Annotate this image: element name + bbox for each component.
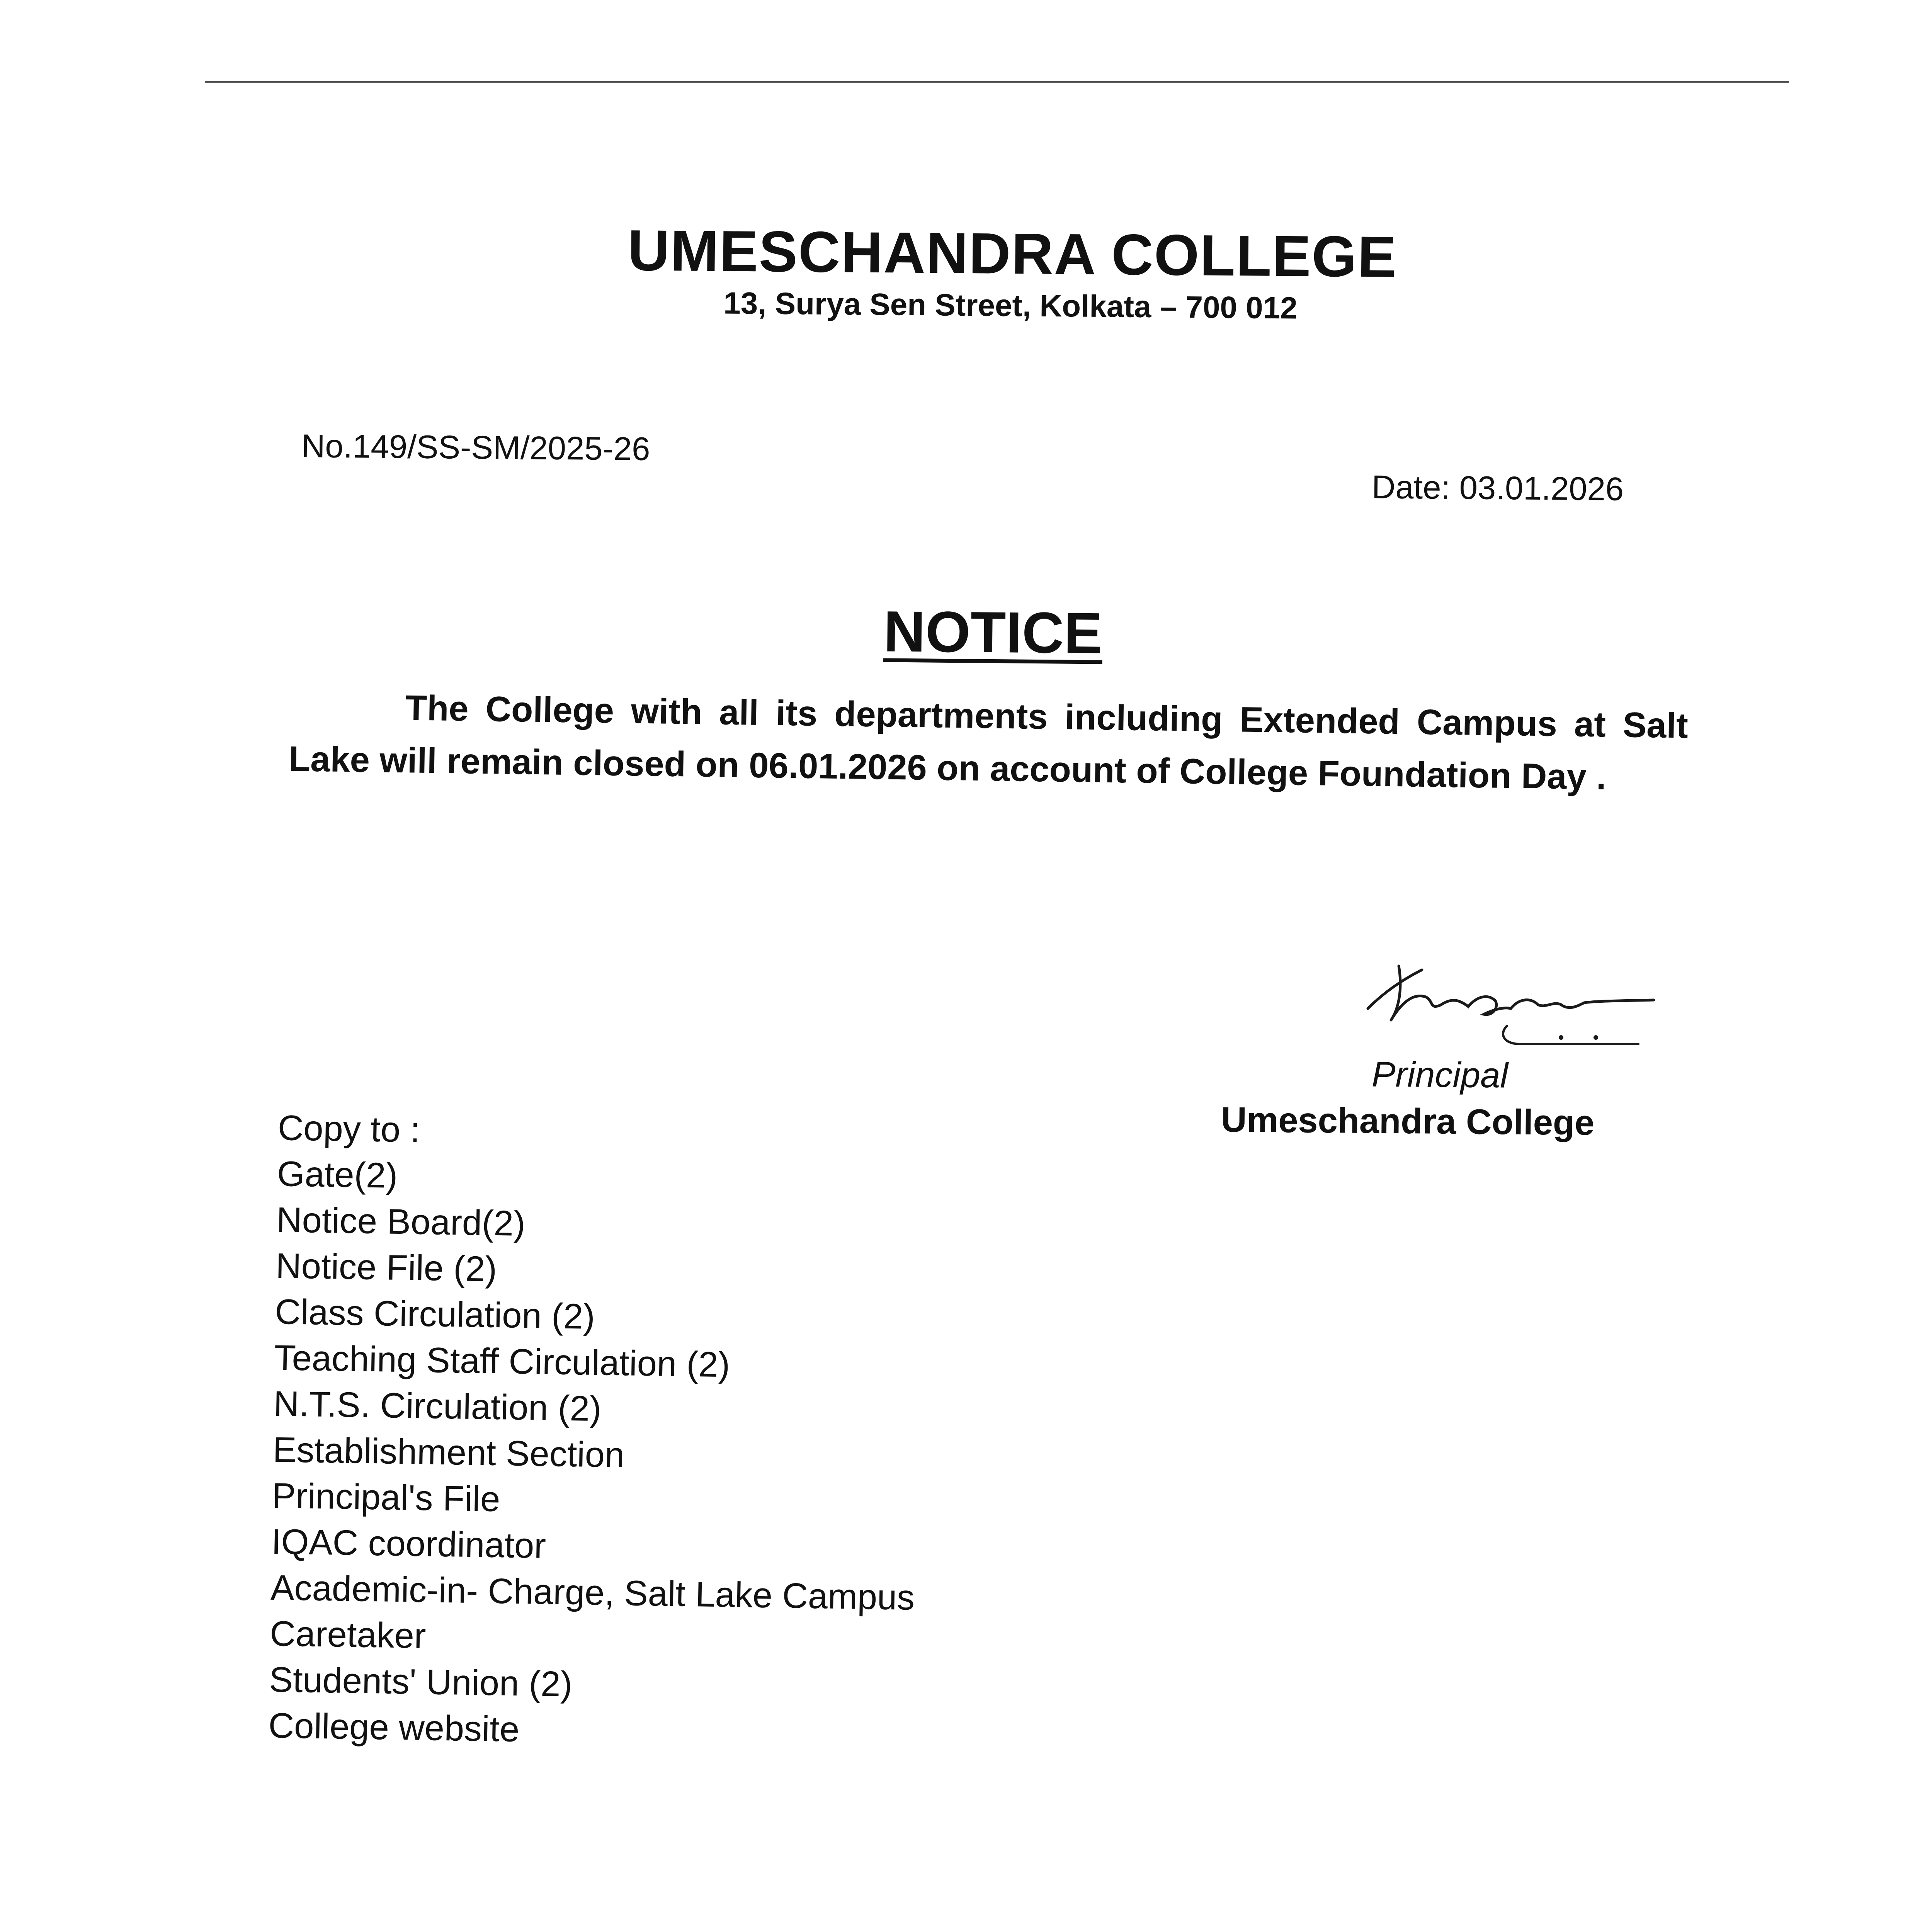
signatory-organization: Umeschandra College <box>1221 1100 1595 1143</box>
copy-to-section <box>268 1105 922 1759</box>
list-item: Teaching Staff Circulation (2) <box>274 1338 730 1385</box>
list-item: Caretaker <box>269 1614 427 1656</box>
notice-body: The College with all its departments including Extended Campus at Salt Lake will remain closed on 06.01.2026 on account of College Foundation Day . <box>288 688 1689 797</box>
college-name: UMESCHANDRA COLLEGE <box>627 218 1398 289</box>
copy-to-heading: Copy to : <box>277 1108 421 1150</box>
reference-number: No.149/SS-SM/2025-26 <box>301 428 650 468</box>
copy-to-list <box>268 1151 922 1759</box>
list-item: College website <box>268 1706 520 1749</box>
list-item: Establishment Section <box>272 1430 625 1475</box>
list-item: Class Circulation (2) <box>274 1292 595 1337</box>
college-address: 13, Surya Sen Street, Kolkata – 700 012 <box>723 286 1298 325</box>
top-rule <box>205 81 1789 83</box>
list-item: IQAC coordinator <box>271 1522 546 1566</box>
list-item: Gate(2) <box>277 1154 398 1196</box>
signatory-title: Principal <box>1371 1054 1509 1095</box>
list-item: Principal's File <box>272 1476 501 1519</box>
list-item: Notice Board(2) <box>276 1200 526 1244</box>
notice-date: Date: 03.01.2026 <box>1371 469 1624 508</box>
list-item: N.T.S. Circulation (2) <box>273 1384 602 1429</box>
list-item: Academic-in- Charge, Salt Lake Campus <box>270 1568 915 1618</box>
notice-title: NOTICE <box>883 599 1103 666</box>
list-item: Notice File (2) <box>275 1246 497 1289</box>
principal-signature <box>1345 943 1662 1066</box>
list-item: Students' Union (2) <box>269 1660 573 1704</box>
